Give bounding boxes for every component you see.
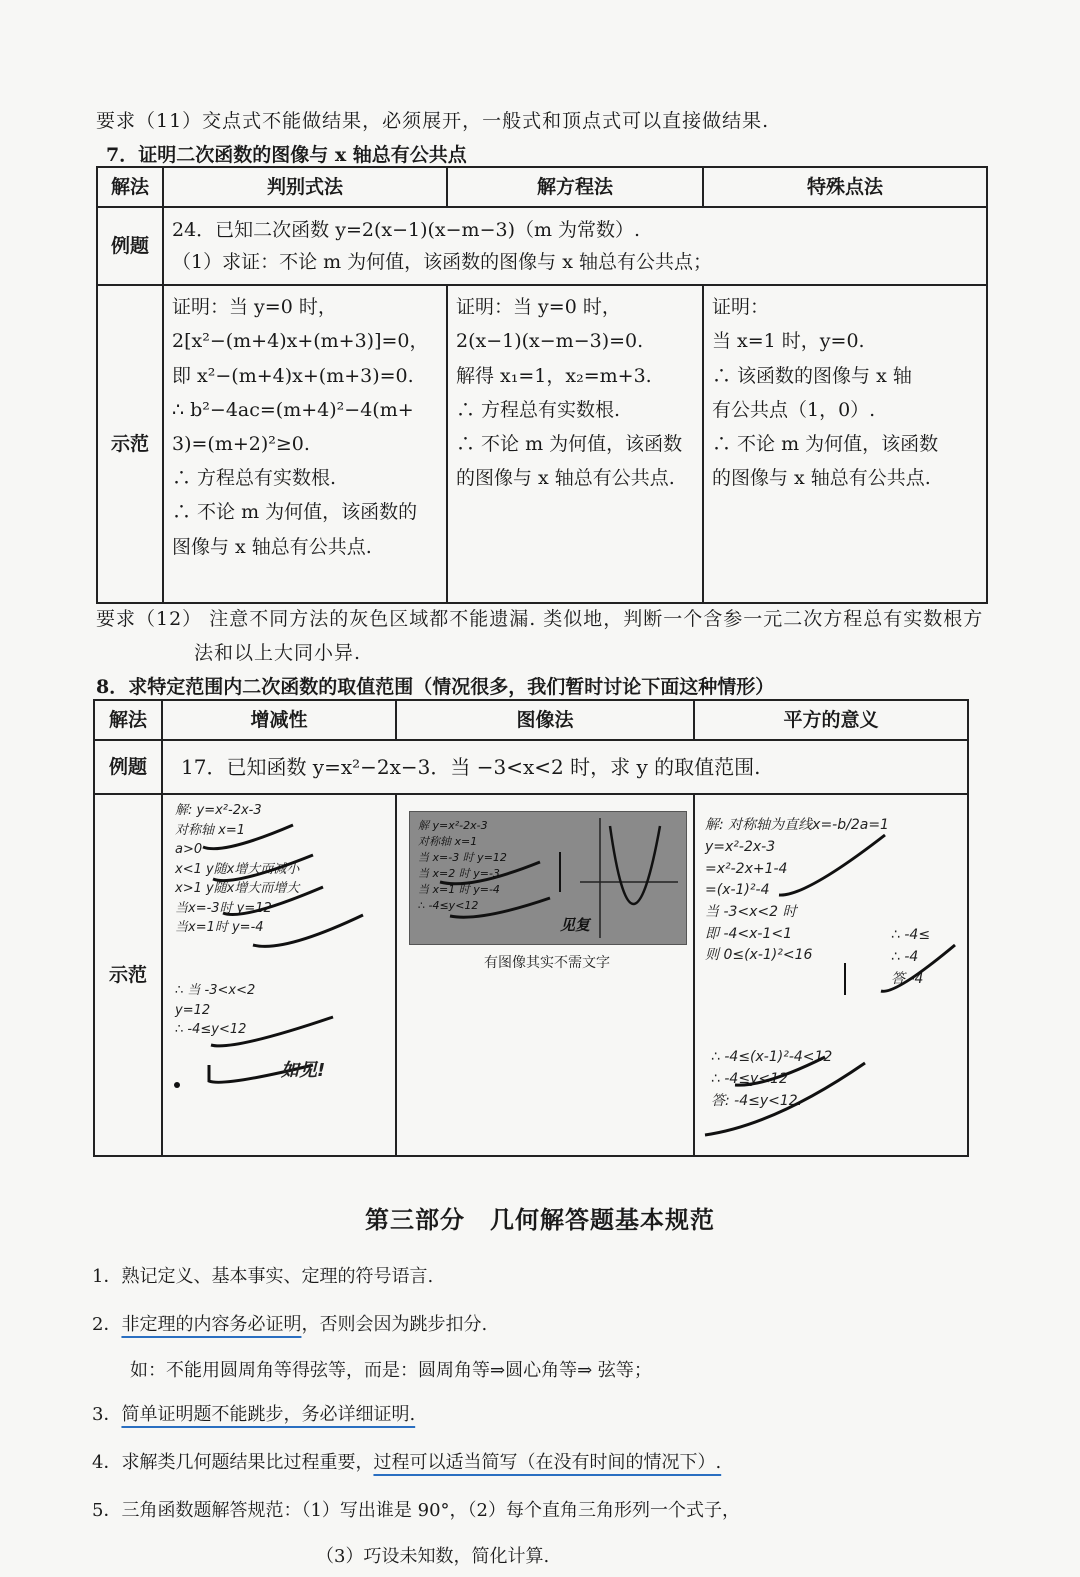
hw-line: y=12 — [175, 1002, 211, 1018]
handwritten-monotonicity — [162, 794, 396, 1156]
rule-3-underlined: 简单证明题不能跳步，务必详细证明. — [121, 1404, 416, 1425]
handwritten-photo — [409, 811, 687, 945]
example-line-1: 24．已知二次函数 y=2(x−1)(x−m−3)（m 为常数）. — [172, 218, 641, 241]
rule-2-underlined: 非定理的内容务必证明 — [121, 1314, 302, 1335]
proof-line: 3)=(m+2)²≥0. — [172, 432, 310, 455]
row-label-example: 例题 — [97, 207, 163, 285]
handwritten-square-meaning — [694, 794, 968, 1156]
header-solve-equation: 解方程法 — [447, 167, 703, 207]
example-line-2: （1）求证：不论 m 为何值，该函数的图像与 x 轴总有公共点； — [172, 251, 712, 274]
proof-line: 证明：当 y=0 时， — [456, 296, 621, 319]
rule-2-rest: ，否则会因为跳步扣分. — [301, 1314, 488, 1335]
section-8-title: 8．求特定范围内二次函数的取值范围（情况很多，我们暂时讨论下面这种情形） — [96, 676, 775, 698]
header-monotonicity: 增减性 — [162, 700, 396, 740]
hw-line: 对称轴 x=1 — [175, 822, 245, 838]
hw-line: 当 x=2 时 y=-3 — [418, 867, 500, 880]
rule-2-example: 如：不能用圆周角等得弦等，而是：圆周角等⇒圆心角等⇒ 弦等； — [130, 1360, 652, 1381]
rule-3 — [92, 1400, 415, 1426]
strike-marks — [163, 795, 395, 1155]
hw-line: x<1 y随x增大而减小 — [175, 861, 300, 877]
example-cell — [163, 207, 987, 285]
hw-line: 解: 对称轴为直线x=-b/2a=1 — [705, 817, 889, 834]
section-7-title: 7．证明二次函数的图像与 x 轴总有公共点 — [106, 144, 467, 166]
hw-line: a>0 — [175, 842, 203, 858]
rule-1: 1．熟记定义、基本事实、定理的符号语言. — [92, 1266, 434, 1287]
part-3-title: 第三部分 几何解答题基本规范 — [365, 1205, 715, 1234]
proof-line: 2(x−1)(x−m−3)=0. — [456, 330, 644, 353]
row-label-demo: 示范 — [94, 794, 162, 1156]
rule-3-number: 3． — [92, 1404, 122, 1425]
hw-line: 解: y=x²-2x-3 — [175, 803, 262, 819]
hw-line: y=x²-2x-3 — [705, 838, 776, 855]
rule-4-text: 4．求解类几何题结果比过程重要， — [92, 1452, 374, 1473]
hw-line: 当 x=-3 时 y=12 — [418, 851, 507, 865]
requirement-12-line-2: 法和以上大同小异. — [194, 642, 362, 664]
proof-special-point — [703, 285, 987, 603]
hw-line: ∴ -4≤y<12 — [175, 1022, 247, 1038]
proof-line: 即 x²−(m+4)x+(m+3)=0. — [172, 364, 414, 387]
hw-line: ∴ -4≤ — [891, 927, 931, 944]
proof-line: 当 x=1 时，y=0. — [712, 330, 865, 353]
proof-line: ∴ 不论 m 为何值，该函数 — [456, 432, 683, 455]
proof-line: 解得 x₁=1，x₂=m+3. — [456, 364, 652, 387]
rule-2 — [92, 1310, 487, 1336]
row-label-example: 例题 — [94, 740, 162, 794]
hw-mark: 如见! — [281, 1060, 326, 1082]
hw-line: 解 y=x²-2x-3 — [418, 819, 488, 833]
row-label-demo: 示范 — [97, 285, 163, 603]
hw-line: 答: -4≤y<12. — [711, 1092, 803, 1109]
example-text: 17．已知函数 y=x²−2x−3．当 −3<x<2 时，求 y 的取值范围. — [162, 740, 968, 794]
proof-discriminant — [163, 285, 447, 603]
hw-line: 当x=-3时 y=12 — [175, 900, 272, 916]
hw-line: ∴ -4 — [891, 948, 919, 965]
proof-solve-equation — [447, 285, 703, 603]
header-square-meaning: 平方的意义 — [694, 700, 968, 740]
header-method: 解法 — [94, 700, 162, 740]
proof-line: ∴ 不论 m 为何值，该函数 — [712, 432, 939, 455]
proof-line: 2[x²−(m+4)x+(m+3)]=0， — [172, 330, 429, 353]
rule-4 — [92, 1448, 721, 1474]
rule-5-continued: （3）巧设未知数，简化计算. — [316, 1546, 550, 1567]
photo-caption: 有图像其实不需文字 — [484, 955, 610, 972]
header-special-point: 特殊点法 — [703, 167, 987, 207]
proof-line: ∴ 方程总有实数根. — [172, 467, 337, 490]
hw-line: 对称轴 x=1 — [418, 835, 478, 849]
proof-line: ∴ b²−4ac=(m+4)²−4(m+ — [172, 398, 414, 421]
table-discriminant-proof — [96, 166, 988, 604]
hw-line: ∴ 当 -3<x<2 — [175, 983, 256, 999]
table-range-methods — [93, 699, 969, 1157]
proof-line: ∴ 不论 m 为何值，该函数的 — [172, 501, 418, 524]
hw-line: 当x=1时 y=-4 — [175, 920, 264, 936]
proof-line: ∴ 方程总有实数根. — [456, 398, 621, 421]
requirement-11: 要求（11）交点式不能做结果，必须展开，一般式和顶点式可以直接做结果. — [96, 110, 770, 132]
hw-line: ∴ -4≤y<12 — [418, 898, 479, 912]
strike-marks — [695, 795, 967, 1155]
proof-line: 证明： — [712, 296, 770, 319]
header-discriminant: 判别式法 — [163, 167, 447, 207]
hw-line: 当 -3<x<2 时 — [705, 903, 797, 920]
rule-4-underlined: 过程可以适当简写（在没有时间的情况下）. — [373, 1452, 722, 1473]
rule-2-number: 2． — [92, 1314, 122, 1335]
graph-method-cell — [396, 794, 694, 1156]
proof-line: 图像与 x 轴总有公共点. — [172, 535, 372, 558]
hw-line: =x²-2x+1-4 — [705, 860, 788, 877]
proof-line: 证明：当 y=0 时， — [172, 296, 337, 319]
proof-line: 有公共点（1，0）. — [712, 398, 876, 421]
hw-line: x>1 y随x增大而增大 — [175, 881, 300, 897]
hw-line: ∴ -4≤y<12 — [711, 1070, 788, 1087]
hw-line: =(x-1)²-4 — [705, 882, 770, 899]
proof-line: 的图像与 x 轴总有公共点. — [712, 467, 931, 490]
proof-line: 的图像与 x 轴总有公共点. — [456, 467, 675, 490]
header-method: 解法 — [97, 167, 163, 207]
proof-line: ∴ 该函数的图像与 x 轴 — [712, 364, 912, 387]
hw-line: 答 -4 — [891, 970, 924, 987]
hw-line: 则 0≤(x-1)²<16 — [705, 947, 813, 964]
header-graph-method: 图像法 — [396, 700, 694, 740]
rule-5: 5．三角函数题解答规范：（1）写出谁是 90°，（2）每个直角三角形列一个式子， — [92, 1500, 740, 1521]
parabola-sketch — [410, 812, 686, 944]
hw-line: 即 -4<x-1<1 — [705, 925, 793, 942]
hw-line: ∴ -4≤(x-1)²-4<12 — [711, 1049, 833, 1066]
hw-mark: 见复 — [560, 916, 591, 935]
requirement-12-line-1: 要求（12） 注意不同方法的灰色区域都不能遗漏. 类似地，判断一个含参一元二次方程总有实数根方 — [96, 608, 984, 630]
hw-line: 当 x=1 时 y=-4 — [418, 882, 500, 896]
